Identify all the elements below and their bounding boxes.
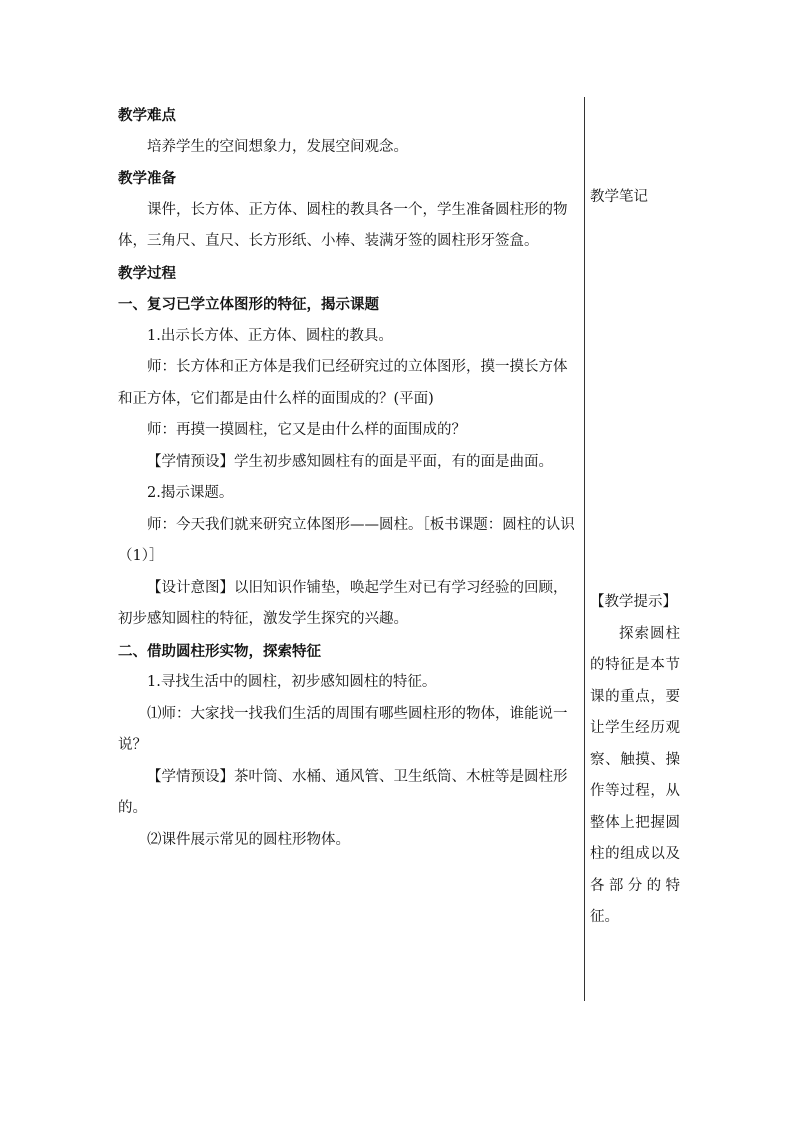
section-2-paragraph: 1.寻找生活中的圆柱，初步感知圆柱的特征。 [147, 674, 437, 690]
section-2-paragraph: ⑴师：大家找一找我们生活的周围有哪些圆柱形的物体，谁能说一说？ [118, 705, 568, 753]
column-divider [584, 97, 585, 1001]
difficulty-text: 培养学生的空间想象力，发展空间观念。 [147, 138, 408, 155]
section-1-paragraph: 师：长方体和正方体是我们已经研究过的立体图形，摸一摸长方体和正方体，它们都是由什么样的面围成的？(平面) [118, 359, 568, 407]
preparation-text: 课件，长方体、正方体、圆柱的教具各一个，学生准备圆柱形的物体，三角尺、直尺、长方形纸、小棒、装满牙签的圆柱形牙签盒。 [118, 201, 568, 249]
teaching-notes-label: 教学笔记 [590, 189, 648, 205]
learning-preview-note: 【学情预设】茶叶筒、水桶、通风管、卫生纸筒、木桩等是圆柱形的。 [118, 768, 568, 816]
section-1-heading: 一、复习已学立体图形的特征，揭示课题 [118, 296, 379, 313]
section-2-paragraph: ⑵课件展示常见的圆柱形物体。 [147, 831, 350, 848]
section-1-paragraph: 师：今天我们就来研究立体图形——圆柱。［板书课题：圆柱的认识（1）］ [118, 516, 575, 564]
teaching-tip [590, 587, 680, 934]
lesson-body [118, 100, 580, 856]
design-intent-note: 【设计意图】以旧知识作铺垫，唤起学生对已有学习经验的回顾，初步感知圆柱的特征，激发学生探究的兴趣。 [118, 579, 568, 627]
process-heading: 教学过程 [118, 264, 176, 282]
teaching-tip-text: 探索圆柱的特征是本节课的重点，要让学生经历观察、触摸、操作等过程，从整体上把握圆柱的组成以及各部分的特征。 [590, 625, 680, 925]
section-1-paragraph: 2.揭示课题。 [147, 485, 234, 501]
difficulty-heading: 教学难点 [118, 107, 176, 124]
section-2-heading: 二、借助圆柱形实物，探索特征 [118, 642, 321, 660]
preparation-heading: 教学准备 [118, 170, 176, 187]
section-1-paragraph: 师：再摸一摸圆柱，它又是由什么样的面围成的？ [147, 422, 466, 438]
learning-preview-note: 【学情预设】学生初步感知圆柱有的面是平面，有的面是曲面。 [147, 453, 553, 470]
section-1-paragraph: 1.出示长方体、正方体、圆柱的教具。 [147, 327, 393, 344]
teaching-tip-heading: 【教学提示】 [590, 594, 677, 610]
